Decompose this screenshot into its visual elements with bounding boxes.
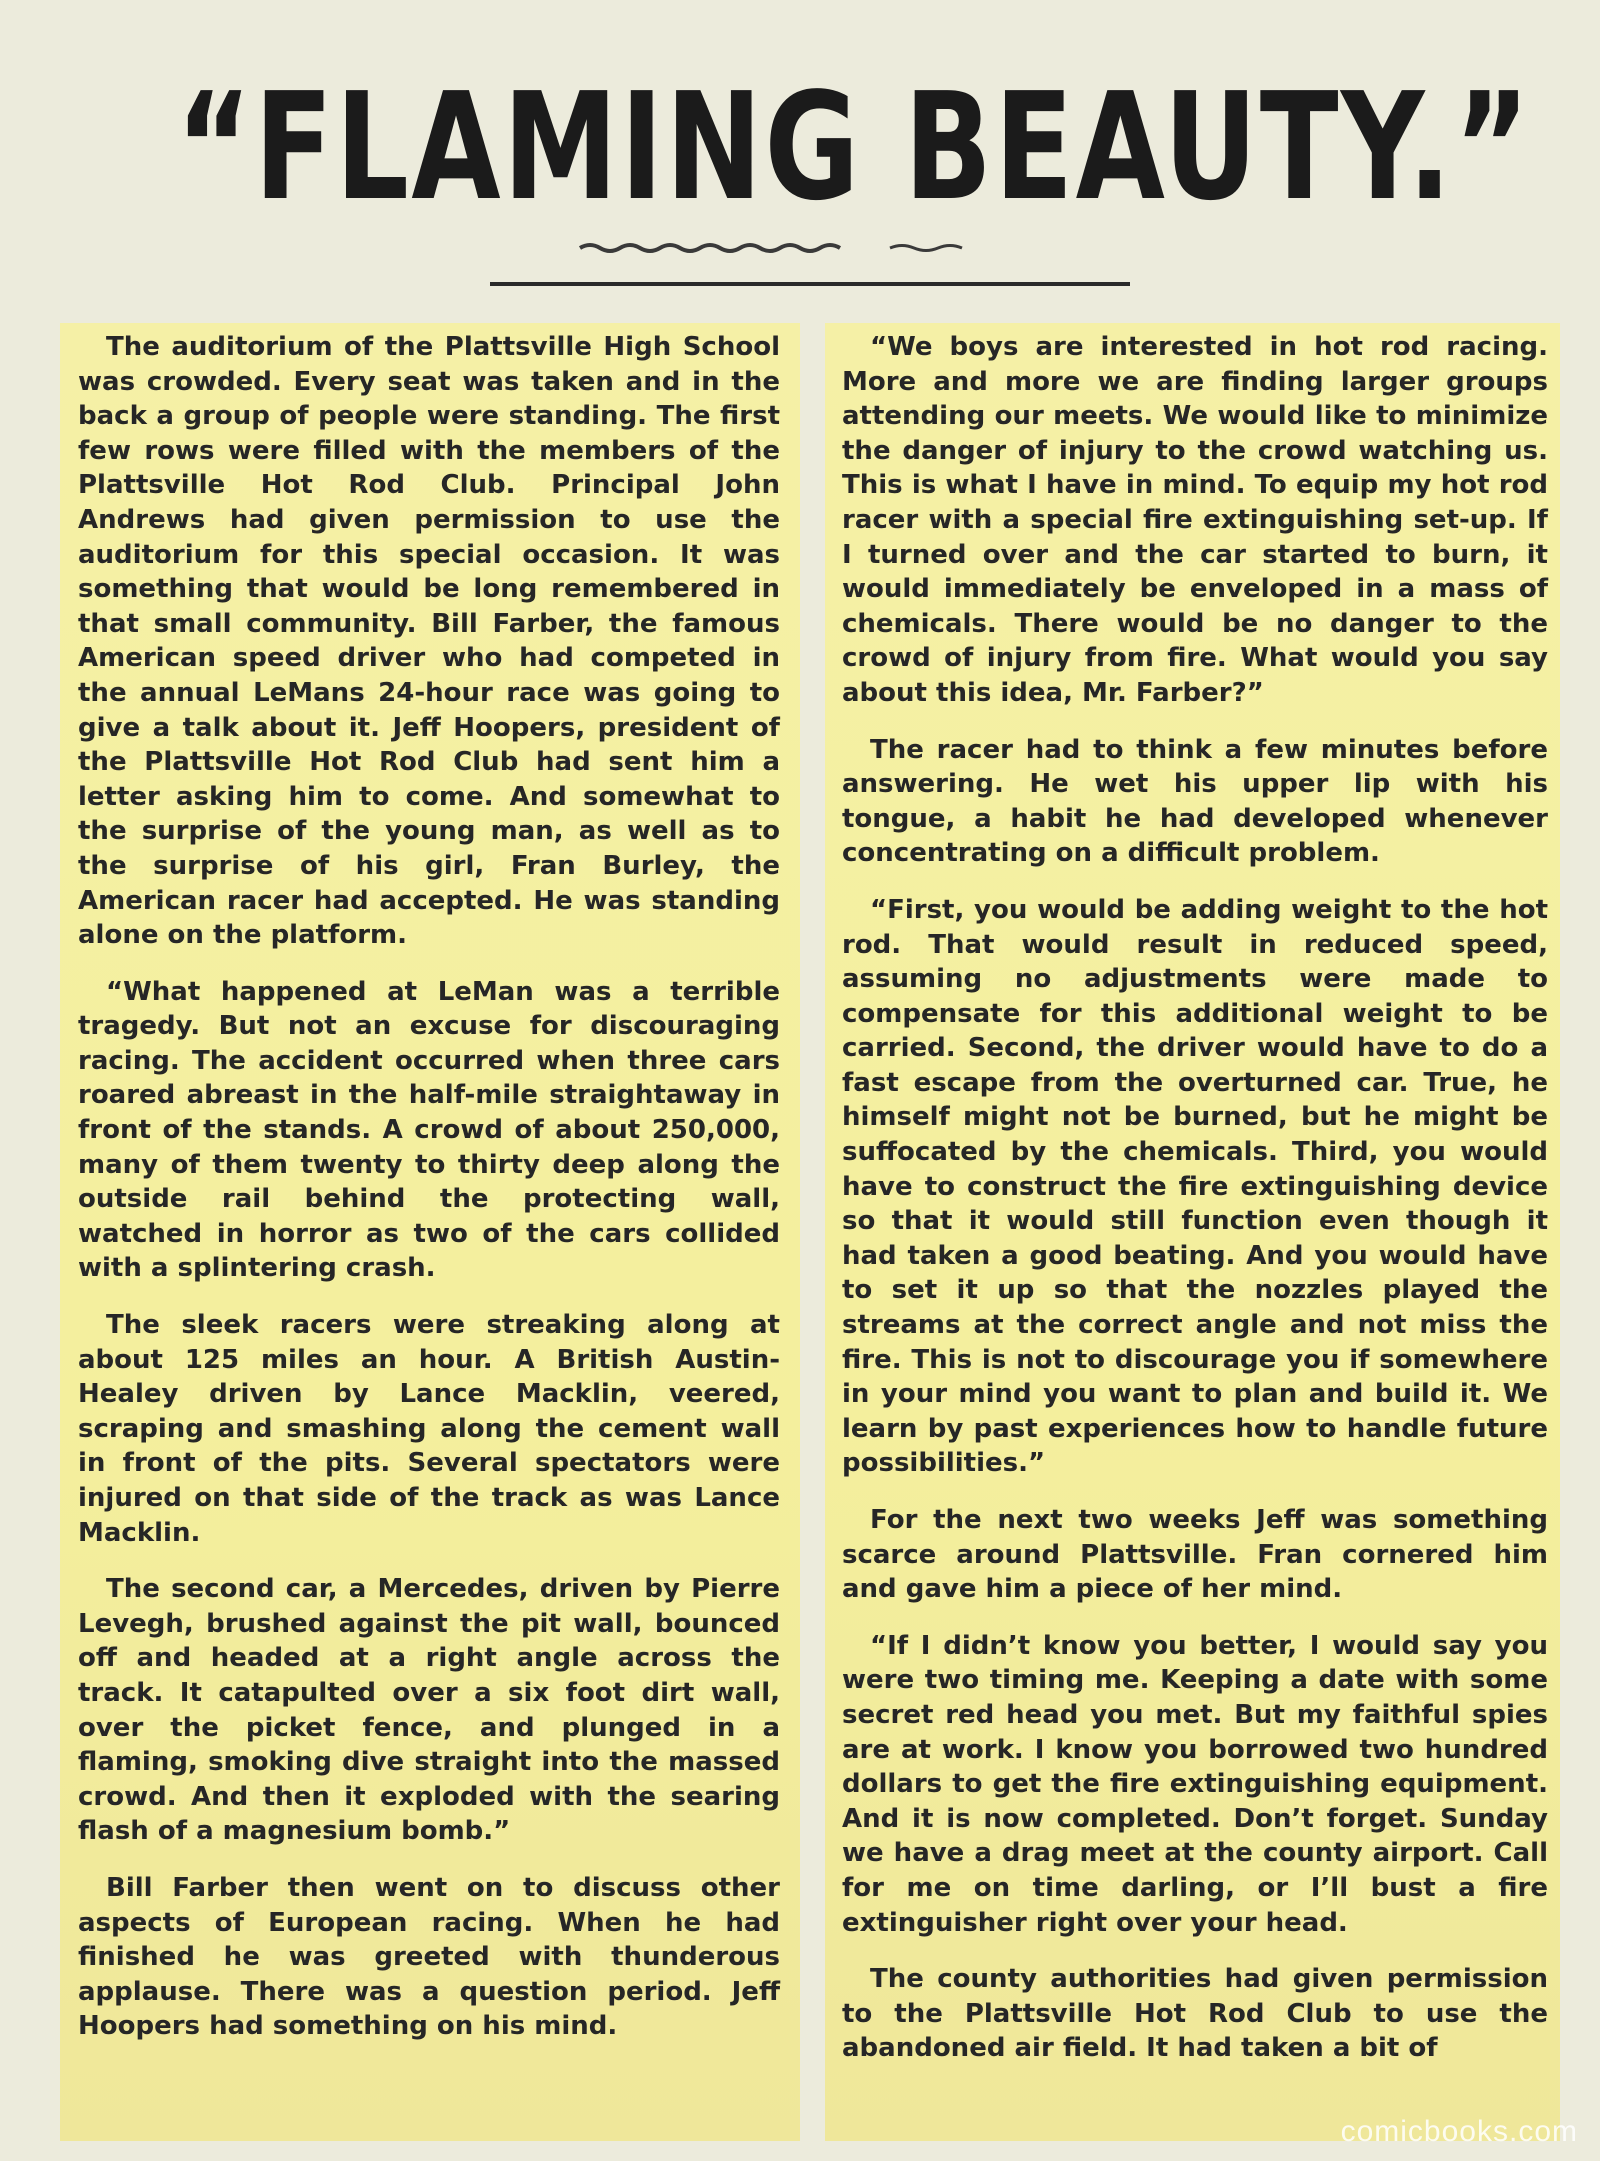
paragraph: Bill Farber then went on to discuss other aspects of European racing. When he had finished he was greeted with thunderous applause. There was a question period. Jeff Hoopers had something on his mind. [78,1872,780,2042]
paragraph: The county authorities had given permission to the Plattsville Hot Rod Club to use the abandoned air field. It had taken a bit of [842,1964,1548,2064]
paragraph: The racer had to think a few minutes before answering. He wet his upper lip with his tongue, a habit he had developed whenever concentrating on a difficult problem. [842,734,1548,869]
paragraph: The sleek racers were streaking along at about 125 miles an hour. A British Austin-Healey driven by Lance Macklin, veered, scraping and smashing along the cement wall in front of the pits. Several spectators were injured on that side of the track as was Lance Macklin. [78,1310,780,1548]
paragraph: The auditorium of the Plattsville High School was crowded. Every seat was taken and in the back a group of people were standing. The first few rows were filled with the members of the Plattsville Hot Rod Club. Principal John Andrews had given permission to use the auditorium for this special occasion. It was something that would be long remembered in that small community. Bill Farber, the famous American speed driver who had competed in the annual LeMans 24-hour race was going to give a talk about it. Jeff Hoopers, president of the Plattsville Hot Rod Club had sent him a letter asking him to come. And somewhat to the surprise of the young man, as well as to the surprise of his girl, Fran Burley, the American racer had accepted. He was standing alone on the platform. [78,332,780,951]
right-column [842,330,1548,2066]
paragraph: “What happened at LeMan was a terrible tragedy. But not an excuse for discouraging racing. The accident occurred when three cars roared abreast in the half-mile straightaway in front of the stands. A crowd of about 250,000, many of them twenty to thirty deep along the outside rail behind the protecting wall, watched in horror as two of the cars collided with a splintering crash. [78,976,780,1284]
paragraph: “If I didn’t know you better, I would say you were two timing me. Keeping a date with some secret red head you met. But my faithful spies are at work. I know you borrowed two hundred dollars to get the fire extinguishing equipment. And it is now completed. Don’t forget. Sunday we have a drag meet at the county airport. Call for me on time darling, or I’ll bust a fire extinguisher right over your head. [842,1630,1548,1938]
paragraph: “First, you would be adding weight to the hot rod. That would result in reduced speed, assuming no adjustments were made to compensate for this additional weight to be carried. Second, the driver would have to do a fast escape from the overturned car. True, he himself might not be burned, but he might be suffocated by the chemicals. Third, you would have to construct the fire extinguishing device so that it would still function even though it had taken a good beating. And you would have to set it up so that the nozzles played the streams at the correct angle and not miss the fire. This is not to discourage you if somewhere in your mind you want to plan and build it. We learn by past experiences how to handle future possibilities.” [842,894,1548,1479]
paragraph: The second car, a Mercedes, driven by Pierre Levegh, brushed against the pit wall, bounced off and headed at a right angle across the track. It catapulted over a six foot dirt wall, over the picket fence, and plunged in a flaming, smoking dive straight into the massed crowd. And then it exploded with the searing flash of a magnesium bomb.” [78,1574,780,1847]
paragraph: “We boys are interested in hot rod racing. More and more we are finding larger groups attending our meets. We would like to minimize the danger of injury to the crowd watching us. This is what I have in mind. To equip my hot rod racer with a special fire extinguishing set-up. If I turned over and the car started to burn, it would immediately be enveloped in a mass of chemicals. There would be no danger to the crowd of injury from fire. What would you say about this idea, Mr. Farber?” [842,332,1548,708]
decorative-flourish [560,236,1040,260]
left-column [78,330,780,2044]
paragraph: For the next two weeks Jeff was something scarce around Plattsville. Fran cornered him and gave him a piece of her mind. [842,1505,1548,1605]
title-divider [490,282,1130,286]
watermark: comicbooks.com [1340,2115,1578,2148]
story-title: “FLAMING BEAUTY.” [176,61,1533,233]
